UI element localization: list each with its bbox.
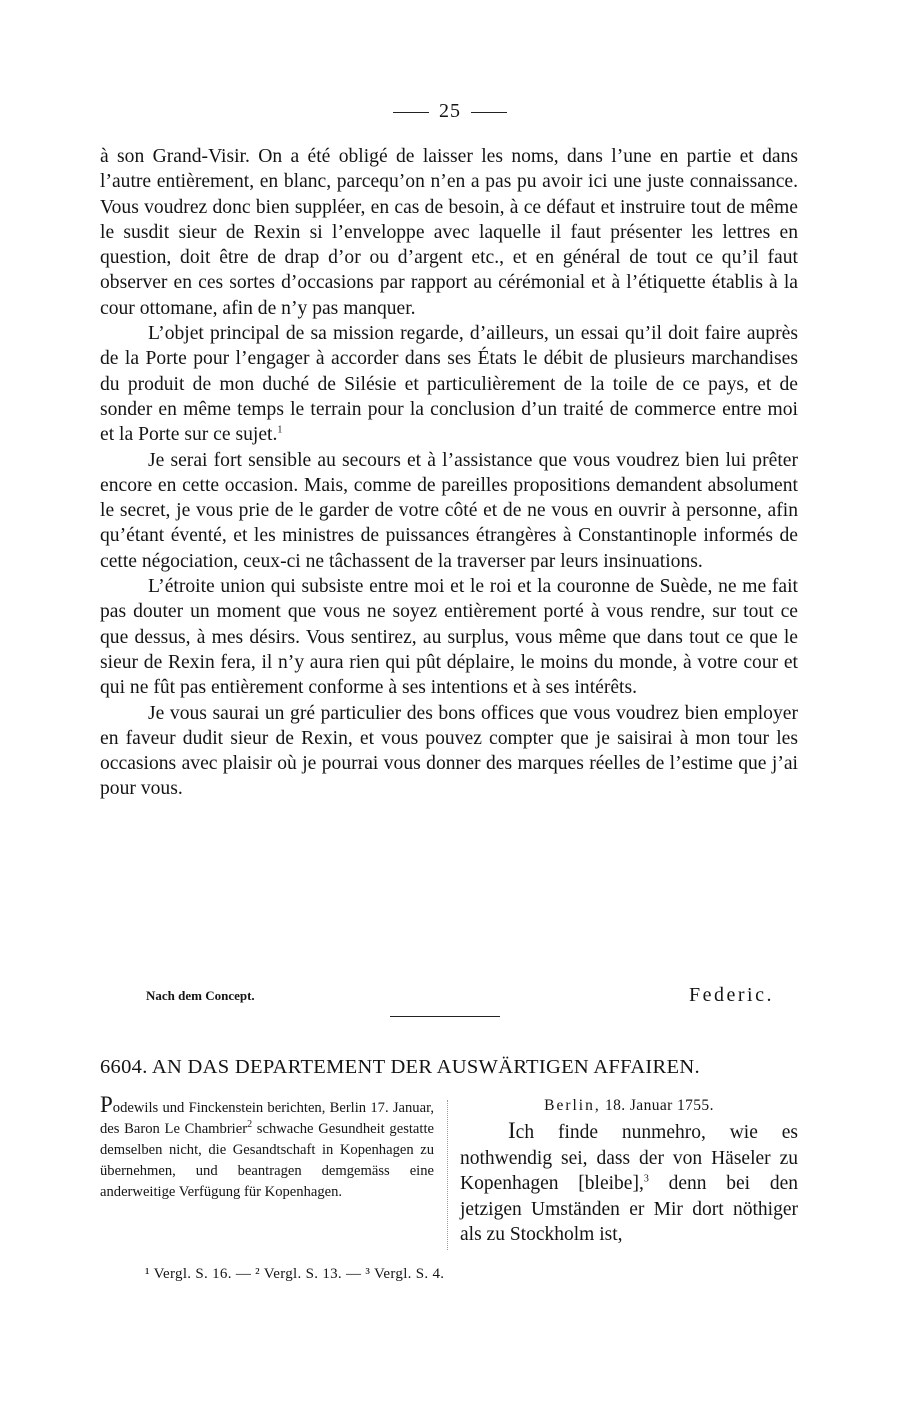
column-divider [447,1100,448,1250]
paragraph-4: L’étroite union qui subsiste entre moi et le roi et la couronne de Suède, ne me fait pas douter un moment que vous ne soyez entièrement porté à vous rendre, sur tout ce que dessus, à mes désirs. Vous sentirez, au surplus, vous même que dans tout ce que le sieur de Rexin fera, il n’y aura rien qui pût déplaire, le moins du monde, à votre cour et qui ne fût pas entièrement conforme à ses intentions et à ses intérêts. [100,576,798,699]
letter-column [460,1094,798,1248]
page-number [0,100,900,123]
concept-note: Nach dem Concept. [146,988,255,1003]
paragraph-2: L’objet principal de sa mission regarde, d’ailleurs, un essai qu’il doit faire auprès de la Porte pour l’engager à accorder dans ses États le débit de plusieurs marchandises du produit de mon duché de Silésie et particulièrement de la toile de ce pays, et de sonder en même temps le terrain pour la conclusion d’un traité de commerce entre moi et la Porte sur ce sujet.$^1$ [100,323,798,446]
letter-body [100,144,798,802]
paragraph-1: à son Grand-Visir. On a été obligé de laisser les noms, dans l’une en partie et dans l’autre entièrement, en blanc, parcequ’on n’en a pas pu avoir ici une juste connaissance. Vous voudrez donc bien suppléer, en cas de besoin, à ce défaut et instruire tout de même le susdit sieur de Rexin si l’enveloppe avec laquelle il faut présenter les lettres en question, doit être de drap d’or ou d’argent etc., et en général de tout ce qu’il faut observer en ces sortes d’occasions par rapport au cérémonial et à l’étiquette établis à la cour ottomane, afin de n’y pas manquer. [100,146,798,319]
summary-column [100,1094,434,1203]
summary-dropcap: P [100,1092,113,1117]
footnote-ref-2: 2 [247,1119,253,1131]
signature: Federic. [689,984,774,1006]
summary-text-cont: schwache Gesundheit gestatte demselben nicht, die Gesandtschaft in Kopenhagen zu übernehmen, und beantragen demgemäss eine anderweitige Verfügung für Kopenhagen. [100,1121,434,1200]
footnote-ref-1: 1 [277,424,283,436]
paragraph-3: Je serai fort sensible au secours et à l’assistance que vous voudrez bien lui prêter encore en cette occasion. Mais, comme de pareilles propositions demandent absolument le secret, je vous prie de le garder de votre côté et de ne vous en ouvrir à personne, afin qu’étant éventé, et les ministres de puissances étrangères à Constantinople informés de cette négociation, ceux-ci ne tâchassent de la traverser par leurs insinuations. [100,449,798,572]
dateline-city: Berlin, [544,1097,601,1114]
footnote-ref-3: 3 [643,1173,649,1185]
section-divider [390,1016,500,1017]
dash-right [471,112,507,113]
footnotes: ¹ Vergl. S. 16. — ² Vergl. S. 13. — ³ Vergl. S. 4. [145,1266,445,1282]
letter-text: Ich finde nunmehro, wie es nothwendig sei, dass der von Häseler zu Kopenhagen [bleibe],$^3$ denn bei den jetzigen Umständen er Mir dort nöthiger als zu Stockholm ist, [460,1118,798,1245]
summary-text: odewils und Finckenstein berichten, Berlin 17. Januar, des Baron Le Chambrier [100,1100,434,1137]
dash-left [393,112,429,113]
paragraph-5: Je vous saurai un gré particulier des bons offices que vous voudrez bien employer en faveur dudit sieur de Rexin, et vous pouvez compter que je saisirai à mon tour les occasions avec plaisir où je pourrai vous donner des marques réelles de l’estime que j’ai pour vous. [100,702,798,800]
dateline [460,1094,798,1118]
page-number-value: 25 [439,100,461,122]
dateline-date: 18. Januar 1755. [600,1097,714,1114]
document-heading: 6604. AN DAS DEPARTEMENT DER AUSWÄRTIGEN AFFAIREN. [100,1056,700,1078]
signoff [100,984,798,1014]
letter-dropcap: I [508,1118,516,1143]
